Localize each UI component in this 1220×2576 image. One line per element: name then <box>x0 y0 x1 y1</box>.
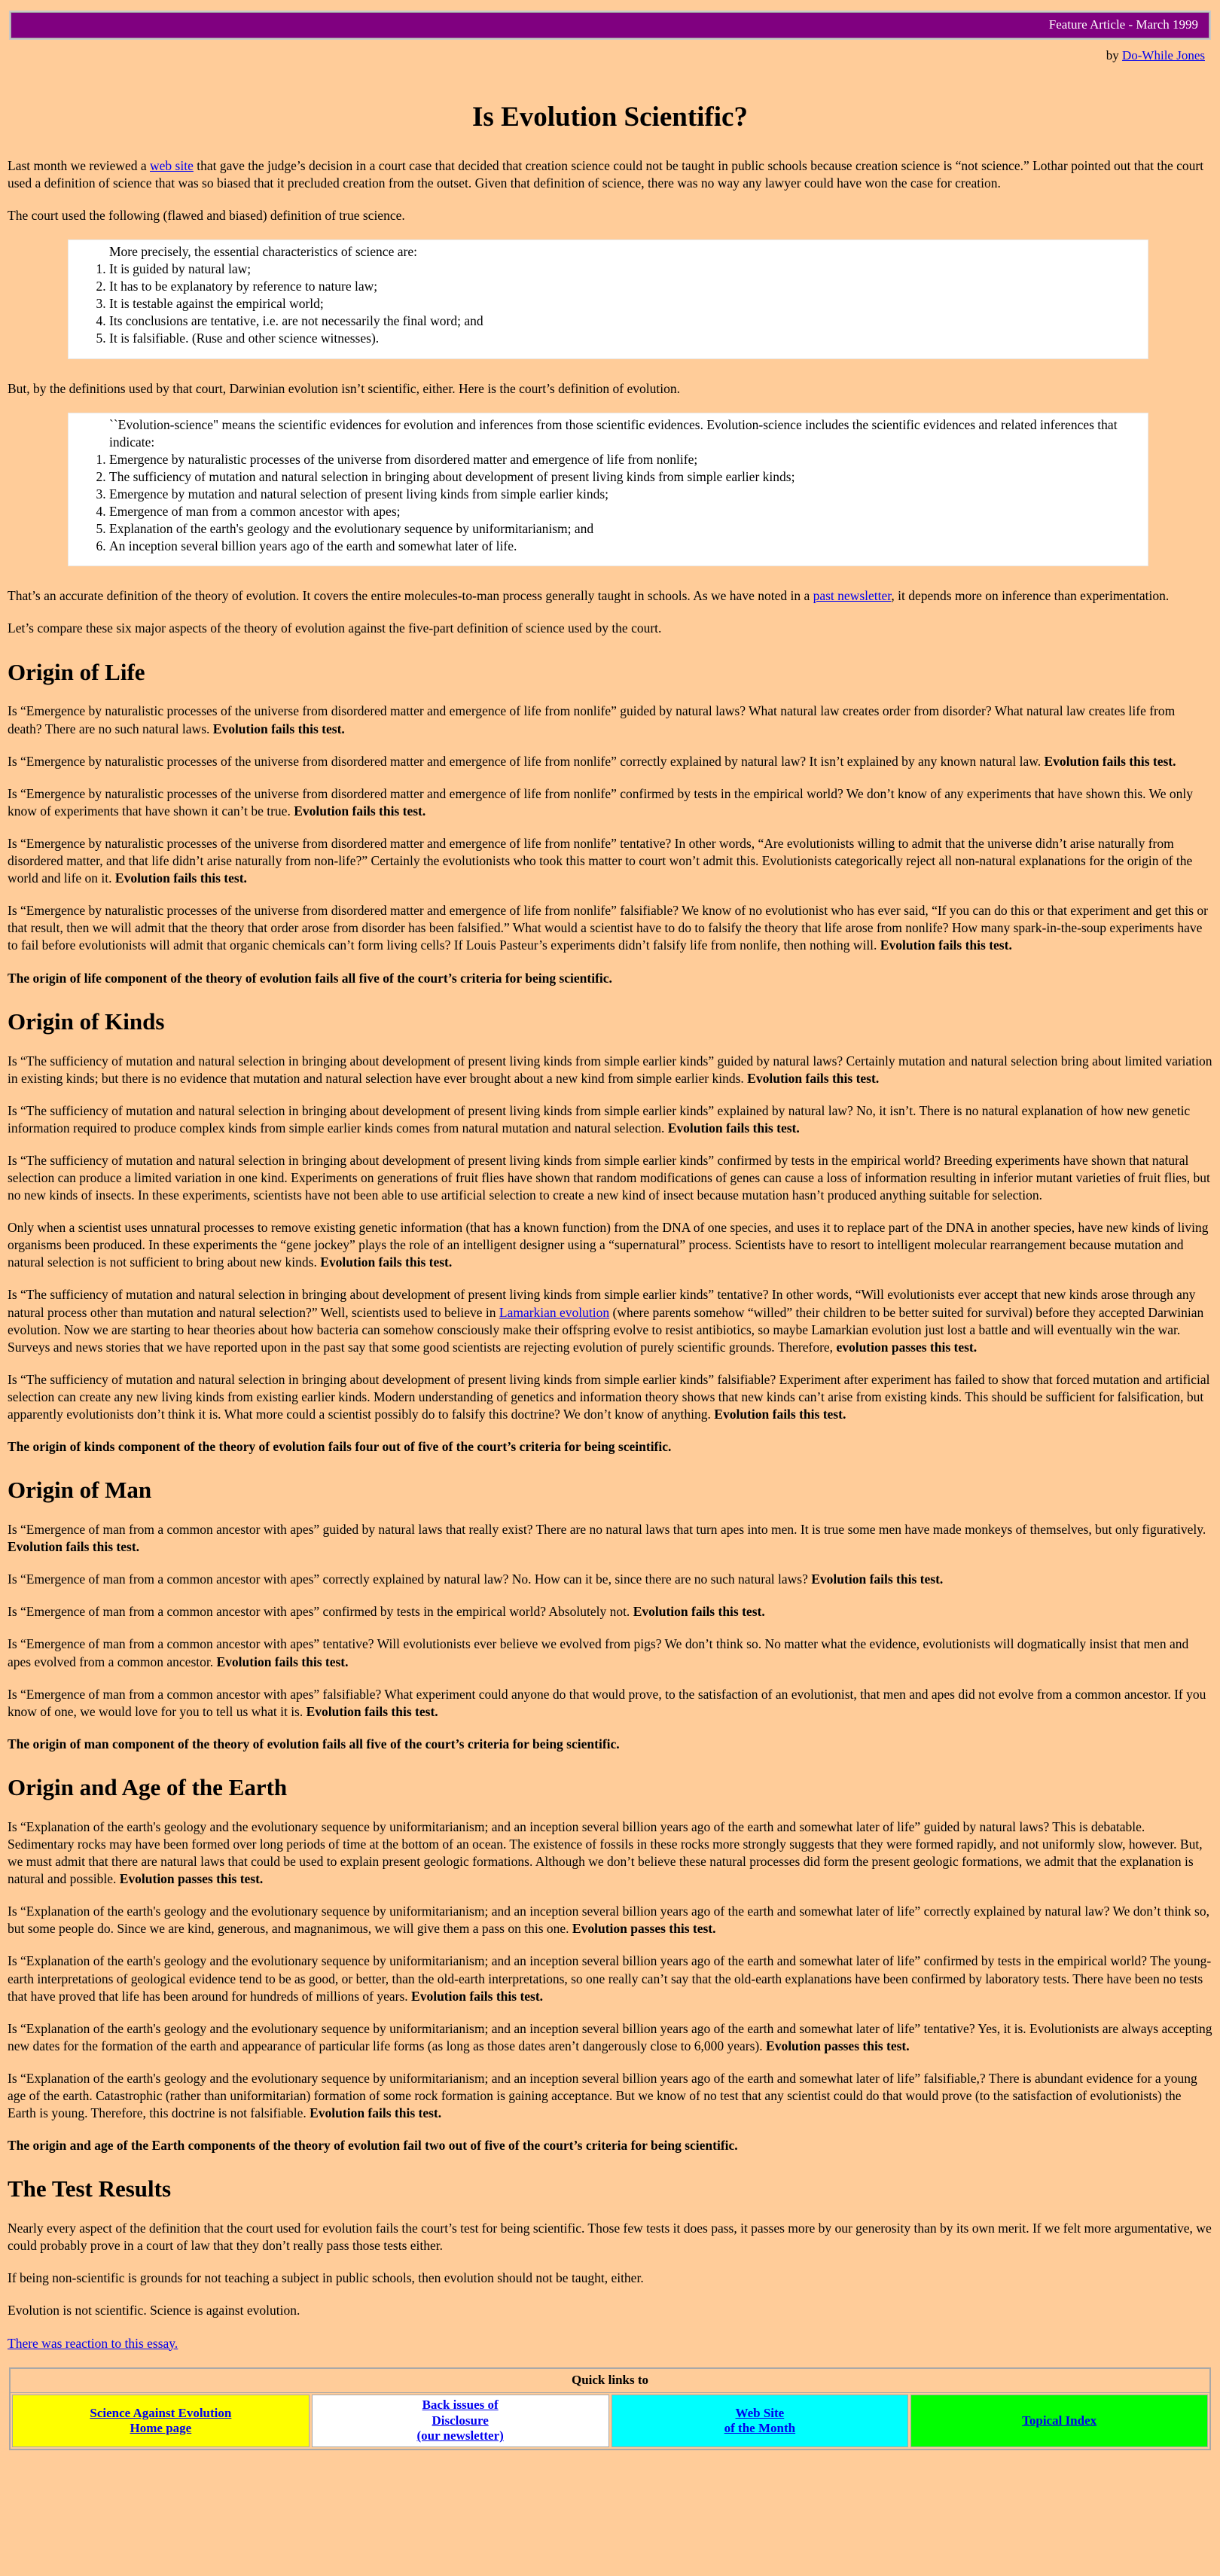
list-item: 4. Emergence of man from a common ancestor with apes; <box>109 503 1140 520</box>
lamarkian-evolution-link[interactable]: Lamarkian evolution <box>499 1304 610 1320</box>
paragraph <box>8 587 1212 605</box>
quick-link-cell-topical-index <box>910 2395 1208 2447</box>
feature-banner <box>9 11 1211 40</box>
link-text: Back issues of <box>422 2398 499 2413</box>
paragraph <box>8 753 1212 770</box>
paragraph <box>8 1636 1212 1670</box>
quick-links-table <box>9 2367 1211 2450</box>
past-newsletter-link[interactable]: past newsletter <box>813 588 892 604</box>
reaction-paragraph <box>8 2335 1212 2352</box>
paragraph: Is “The sufficiency of mutation and natural selection in bringing about development of present living kinds from simple earlier kinds” confirmed by tests in the empirical world? Breeding experiments have shown that natural selection can produce a limited variation in one kind. Experiments on generations of fruit flies have shown that random modifications of genes can cause a loss of information resulting in inferior mutant varieties of fruit flies, but no new kinds of insects. In these experiments, scientists have not been able to use artificial selection to create a new kind of insect because mutation hasn’t produced anything suitable for selection. <box>8 1152 1210 1203</box>
text: Is “Emergence of man from a common ancestor with apes” guided by natural laws that really exist? There are no natural laws that turn apes into men. It is true some men have made monkeys of themselves, but only figuratively. <box>8 1522 1206 1538</box>
summary-text: The origin of life component of the theory of evolution fails all five of the court’s criteria for being scientific. <box>8 970 612 986</box>
text: Is “The sufficiency of mutation and natural selection in bringing about development of present living kinds from simple earlier kinds” tentative? In other words, “Will evolutionists ever accept that new kinds arose through any natural process other than mutation and natural selection?” Well, scientists used to believe in <box>8 1287 1196 1320</box>
link-text: Home page <box>130 2421 192 2436</box>
evolution-aspects-list <box>76 451 1140 556</box>
text: Is “Emergence by naturalistic processes of the universe from disordered matter and emergence of life from nonlife” falsifiable? We know of no evolutionist who has ever said, “If you can do this or that experiment and get this or that result, then we will admit that the theory that order arose from disorder has been falsified.” What would a scientist have to do to falsify the theory that life arose from nonlife? How many spark-in-the-soup experiments have to fail before evolutionists will admit that organic chemicals can’t form living cells? If Louis Pasteur’s experiments didn’t falsify life from nonlife, then nothing will. <box>8 903 1208 953</box>
paragraph <box>8 1603 1212 1620</box>
paragraph <box>8 1953 1212 2004</box>
paragraph <box>8 1903 1212 1937</box>
paragraph <box>8 2070 1212 2122</box>
section-summary <box>8 1736 1212 1753</box>
link-text: Web Site <box>735 2405 785 2420</box>
text: Is “Explanation of the earth's geology and the evolutionary sequence by uniformitarianism; and an inception several billion years ago of the earth and somewhat later of life” falsifiable,? There is abundant evidence for a young age of the earth. Catastrophic (rather than uniformitarian) formation of some rock formation is gaining acceptance. But we know of no test that any scientist could do that would prove (to the satisfaction of evolutionists) the Earth is young. Therefore, this doctrine is not falsifiable. <box>8 2070 1197 2121</box>
verdict: Evolution fails this test. <box>320 1254 453 1270</box>
paragraph <box>8 1371 1212 1423</box>
web-site-link[interactable]: web site <box>150 157 194 173</box>
list-item: 5. It is falsifiable. (Ruse and other science witnesses). <box>109 330 1140 347</box>
paragraph <box>8 1286 1212 1355</box>
text: Is “Emergence by naturalistic processes of the universe from disordered matter and emergence of life from nonlife” guided by natural laws? What natural law creates order from disorder? What natural law creates life from death? There are no such natural laws. <box>8 703 1176 736</box>
section-heading-origin-of-kinds: Origin of Kinds <box>8 1008 165 1035</box>
text: Is “Emergence by naturalistic processes of the universe from disordered matter and emergence of life from nonlife” tentative? In other words, “Are evolutionists willing to admit that the universe didn’t arise naturally from disordered matter, and that life didn’t arise naturally from non-life?” Certainly the evolutionists who took this matter to court won’t admit this. Evolutionists categorically reject all non-natural explanations for the origin of the world and life on it. <box>8 835 1193 886</box>
text: Is “The sufficiency of mutation and natural selection in bringing about development of present living kinds from simple earlier kinds” falsifiable? Experiment after experiment has failed to show that forced mutation and artificial selection can create any new living kinds from existing earlier kinds. Modern understanding of genetics and information theory shows that new kinds can’t arise from existing kinds. This should be sufficient for falsification, but apparently evolutionists don’t think it is. What more could a scientist possibly do to falsify this doctrine? We don’t know of anything. <box>8 1371 1210 1422</box>
link-text: (our newsletter) <box>416 2428 504 2443</box>
banner-text: Feature Article - March 1999 <box>11 12 1209 38</box>
verdict: Evolution fails this test. <box>411 1988 544 2004</box>
verdict: Evolution fails this test. <box>714 1407 846 1422</box>
verdict: evolution passes this test. <box>836 1339 978 1355</box>
quick-link-cell-home <box>12 2395 310 2447</box>
list-item: 2. It has to be explanatory by reference to nature law; <box>109 278 1140 295</box>
paragraph: Evolution is not scientific. Science is against evolution. <box>8 2303 300 2318</box>
paragraph: Let’s compare these six major aspects of the theory of evolution against the five-part definition of science used by the court. <box>8 620 662 636</box>
summary-text: The origin and age of the Earth components of the theory of evolution fail two out of five of the court’s criteria for being scientific. <box>8 2138 738 2154</box>
science-definition-box <box>68 239 1148 359</box>
paragraph <box>8 1053 1212 1087</box>
box-intro: ``Evolution-science" means the scientific evidences for evolution and inferences from those scientific evidences. Evolution-science includes the scientific evidences and related inferences that indicate: <box>109 416 1118 450</box>
page-title: Is Evolution Scientific? <box>472 101 748 133</box>
list-item: 5. Explanation of the earth's geology and the evolutionary sequence by uniformitarianism; and <box>109 520 1140 538</box>
list-item: 2. The sufficiency of mutation and natural selection in bringing about development of present living kinds from simple earlier kinds; <box>109 468 1140 486</box>
summary-text: The origin of man component of the theory of evolution fails all five of the court’s criteria for being scientific. <box>8 1736 620 1751</box>
paragraph <box>8 703 1212 737</box>
text: Only when a scientist uses unnatural processes to remove existing genetic information (that has a known function) from the DNA of one species, and uses it to replace part of the DNA in another species, have new kinds of living organisms been produced. In these experiments the “gene jockey” plays the role of an intelligent designer using a “supernatural” process. Scientists have to resort to intelligent molecular rearrangement because mutation and natural selection is not sufficient to bring about new kinds. <box>8 1220 1209 1270</box>
text: that gave the judge’s decision in a court case that decided that creation science could not be taught in public schools because creation science is “not science.” Lothar pointed out that the court used a definition of science that was so biased that it precluded creation from the outset. Given that definition of science, there was no way any lawyer could have won the case for creation. <box>8 157 1204 191</box>
section-heading-origin-and-age-of-earth: Origin and Age of the Earth <box>8 1773 288 1800</box>
verdict: Evolution fails this test. <box>1044 753 1176 769</box>
byline-prefix: by <box>1106 48 1122 63</box>
paragraph <box>8 1686 1212 1721</box>
paragraph: If being non-scientific is grounds for not teaching a subject in public schools, then evolution should not be taught, either. <box>8 2270 644 2286</box>
text: Is “Emergence of man from a common ancestor with apes” correctly explained by natural law? No. How can it be, since there are no such natural laws? <box>8 1572 812 1587</box>
section-heading-test-results: The Test Results <box>8 2175 172 2203</box>
text: Is “Emergence by naturalistic processes of the universe from disordered matter and emergence of life from nonlife” confirmed by tests in the empirical world? We don’t know of any experiments that have shown this. We only know of experiments that have shown it can’t be true. <box>8 785 1193 819</box>
verdict: Evolution fails this test. <box>306 1703 438 1719</box>
list-item: 6. An inception several billion years ago of the earth and somewhat later of life. <box>109 538 1140 555</box>
verdict: Evolution fails this test. <box>294 803 426 819</box>
summary-text: The origin of kinds component of the theory of evolution fails four out of five of the court’s criteria for being sceintific. <box>8 1439 672 1455</box>
reaction-link[interactable]: There was reaction to this essay. <box>8 2335 178 2351</box>
quick-link-cell-web-site <box>612 2395 909 2447</box>
verdict: Evolution fails this test. <box>8 1539 140 1555</box>
section-heading-origin-of-life: Origin of Life <box>8 658 145 685</box>
box-intro: More precisely, the essential characteristics of science are: <box>109 243 417 259</box>
byline <box>8 47 1205 64</box>
science-criteria-list <box>76 261 1140 347</box>
web-site-of-month-link[interactable] <box>724 2406 795 2437</box>
paragraph: Nearly every aspect of the definition that the court used for evolution fails the court’s test for being scientific. Those few tests it does pass, it passes more by our generosity than by its own merit. If we felt more argumentative, we could probably prove in a court of law that they don’t really pass those tests either. <box>8 2221 1212 2254</box>
text: Is “Explanation of the earth's geology and the evolutionary sequence by uniformitarianism; and an inception several billion years ago of the earth and somewhat later of life” correctly explained by natural law? We don’t think so, but some people do. Since we are kind, generous, and magnanimous, we will give them a pass on this one. <box>8 1904 1209 1937</box>
verdict: Evolution passes this test. <box>572 1921 716 1937</box>
paragraph <box>8 1571 1212 1588</box>
paragraph <box>8 1102 1212 1137</box>
list-item: 1. It is guided by natural law; <box>109 261 1140 278</box>
text: , it depends more on inference than experimentation. <box>891 588 1170 604</box>
verdict: Evolution passes this test. <box>766 2038 910 2053</box>
list-item: 3. It is testable against the empirical world; <box>109 295 1140 312</box>
paragraph <box>8 1818 1212 1888</box>
verdict: Evolution passes this test. <box>119 1871 264 1887</box>
link-text: Disclosure <box>432 2413 489 2428</box>
text: Is “The sufficiency of mutation and natural selection in bringing about development of present living kinds from simple earlier kinds” guided by natural laws? Certainly mutation and natural selection bring about limited variation in existing kinds; but there is no evidence that mutation and natural selection have ever brought about a new kind from simple earlier kinds. <box>8 1053 1212 1086</box>
text: Is “Emergence of man from a common ancestor with apes” confirmed by tests in the empirical world? Absolutely not. <box>8 1604 633 1620</box>
verdict: Evolution fails this test. <box>880 937 1012 953</box>
verdict: Evolution fails this test. <box>216 1654 349 1669</box>
paragraph: But, by the definitions used by that court, Darwinian evolution isn’t scientific, either. Here is the court’s definition of evolution. <box>8 380 680 396</box>
topical-index-link[interactable]: Topical Index <box>1022 2413 1097 2428</box>
link-text: Science Against Evolution <box>90 2405 232 2420</box>
author-link[interactable]: Do-While Jones <box>1121 48 1205 63</box>
list-item: 1. Emergence by naturalistic processes of the universe from disordered matter and emergence of life from nonlife; <box>109 451 1140 468</box>
paragraph <box>8 835 1212 887</box>
text: That’s an accurate definition of the theory of evolution. It covers the entire molecules-to-man process generally taught in schools. As we have noted in a <box>8 588 813 604</box>
section-summary <box>8 2137 1212 2154</box>
verdict: Evolution fails this test. <box>811 1572 944 1587</box>
verdict: Evolution fails this test. <box>667 1120 800 1136</box>
paragraph: The court used the following (flawed and biased) definition of true science. <box>8 207 405 223</box>
paragraph <box>8 1521 1212 1556</box>
text: Is “The sufficiency of mutation and natural selection in bringing about development of present living kinds from simple earlier kinds” explained by natural law? No, it isn’t. There is no natural explanation of how new genetic information required to produce complex kinds from simple earlier kinds comes from natural mutation and natural selection. <box>8 1102 1191 1136</box>
text: (where parents somehow “willed” their children to be better suited for survival) before they accepted Darwinian evolution. Now we are starting to hear theories about how bacteria can somehow consciously make their offspring evolve to resist antibiotics, so maybe Lamarkian evolution just lost a battle and will eventually win the war. Surveys and news stories that we have reported upon in the past say that some good scientists are rejecting evolution of purely scientific grounds. Therefore, <box>8 1304 1204 1355</box>
link-text: of the Month <box>724 2421 796 2436</box>
back-issues-link[interactable] <box>416 2398 503 2443</box>
section-summary <box>8 970 1212 987</box>
text: Is “Emergence of man from a common ancestor with apes” tentative? Will evolutionists ever believe we evolved from pigs? We don’t think so. No matter what the evidence, evolutionists will dogmatically insist that men and apes evolved from a common ancestor. <box>8 1636 1189 1669</box>
quick-link-cell-back-issues <box>312 2395 609 2447</box>
list-item: 3. Emergence by mutation and natural selection of present living kinds from simple earlier kinds; <box>109 486 1140 503</box>
verdict: Evolution fails this test. <box>310 2105 442 2121</box>
verdict: Evolution fails this test. <box>633 1604 765 1620</box>
home-page-link[interactable] <box>90 2406 231 2437</box>
paragraph <box>8 785 1212 820</box>
section-summary <box>8 1438 1212 1456</box>
text: Last month we reviewed a <box>8 157 151 173</box>
quick-links-heading: Quick links to <box>11 2369 1209 2393</box>
text: Is “Explanation of the earth's geology and the evolutionary sequence by uniformitarianism; and an inception several billion years ago of the earth and somewhat later of life” tentative? Yes, it is. Evolutionists are always accepting new dates for the formation of the earth and appearance of particular life forms (as long as those dates aren’t dangerously close to 6,000 years). <box>8 2020 1212 2053</box>
text: Is “Emergence by naturalistic processes of the universe from disordered matter and emergence of life from nonlife” correctly explained by natural law? It isn’t explained by any known natural law. <box>8 753 1045 769</box>
paragraph <box>8 2020 1212 2055</box>
text: Is “Explanation of the earth's geology and the evolutionary sequence by uniformitarianism; and an inception several billion years ago of the earth and somewhat later of life” confirmed by tests in the empirical world? The young-earth interpretations of geological evidence tend to be as good, or better, than the old-earth interpretations, so one really can’t say that the old-earth explanations have been confirmed by laboratory tests. There have been no tests that have proved that life has been around for hundreds of millions of years. <box>8 1953 1212 2004</box>
paragraph <box>8 902 1212 954</box>
text: Is “Emergence of man from a common ancestor with apes” falsifiable? What experiment could anyone do that would prove, to the satisfaction of an evolutionist, that men and apes did not evolve from a common ancestor. If you know of one, we would love for you to tell us what it is. <box>8 1686 1206 1719</box>
verdict: Evolution fails this test. <box>747 1070 880 1086</box>
list-item: 4. Its conclusions are tentative, i.e. are not necessarily the final word; and <box>109 312 1140 330</box>
paragraph <box>8 1219 1212 1271</box>
section-heading-origin-of-man: Origin of Man <box>8 1477 152 1504</box>
verdict: Evolution fails this test. <box>114 870 247 886</box>
verdict: Evolution fails this test. <box>212 721 345 736</box>
quick-links-row <box>11 2393 1209 2449</box>
text: Is “Explanation of the earth's geology and the evolutionary sequence by uniformitarianism; and an inception several billion years ago of the earth and somewhat later of life” guided by natural laws? This is debatable. Sedimentary rocks may have been formed over long periods of time at the bottom of an ocean. The existence of fossils in these rocks more strongly suggests that they were formed rapidly, and not uniformly slow, however. But, we must admit that there are natural laws that could be used to explain present geologic formations. Although we don’t believe these natural processes did form the present geologic formations, we admit that the explanation is natural and possible. <box>8 1818 1203 1887</box>
intro-paragraph <box>8 157 1212 192</box>
evolution-definition-box <box>68 413 1148 567</box>
